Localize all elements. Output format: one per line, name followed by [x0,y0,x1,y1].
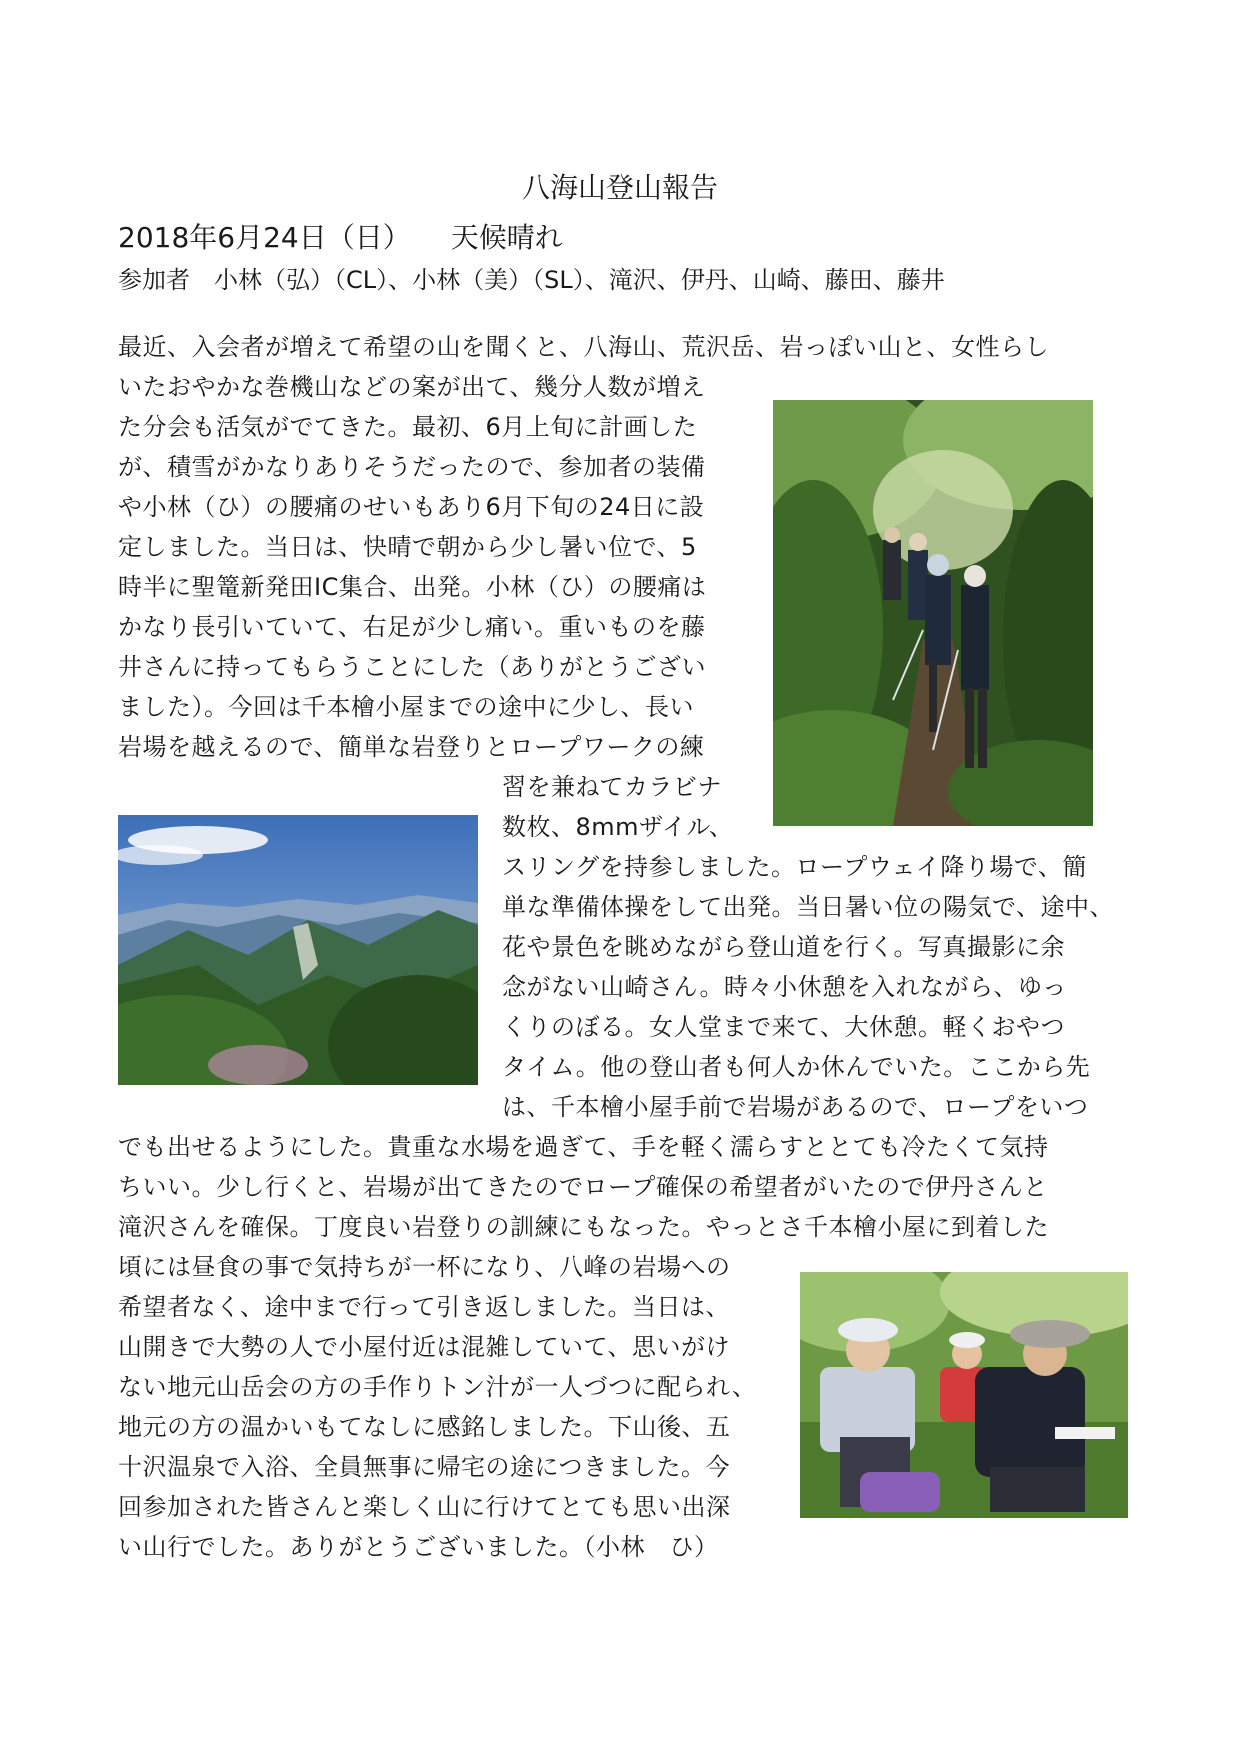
body-line: 井さんに持ってもらうことにした（ありがとうござい [118,653,706,681]
body-line: 最近、入会者が増えて希望の山を聞くと、八海山、荒沢岳、岩っぽい山と、女性らし [118,333,1049,361]
body-line: 山開きで大勢の人で小屋付近は混雑していて、思いがけ [118,1333,731,1361]
body-line: 十沢温泉で入浴、全員無事に帰宅の途につきました。今 [118,1453,731,1481]
date: 2018年6月24日（日） [118,221,411,254]
body-line: 地元の方の温かいもてなしに感銘しました。下山後、五 [118,1413,731,1441]
body-line: 花や景色を眺めながら登山道を行く。写真撮影に余 [502,933,1066,961]
mountain-view-photo [118,815,478,1085]
page-title: 八海山登山報告 [521,171,718,204]
body-line: かなり長引いていて、右足が少し痛い。重いものを藤 [118,613,706,641]
body-line: ない地元山岳会の方の手作りトン汁が一人づつに配られ、 [118,1373,757,1401]
participants-line: 参加者 小林（弘）（CL）、小林（美）（SL）、滝沢、伊丹、山崎、藤田、藤井 [118,266,945,294]
body-line: い山行でした。ありがとうございました。（小林 ひ） [118,1533,719,1561]
body-line: でも出せるようにした。貴重な水場を過ぎて、手を軽く濡らすととても冷たくて気持 [118,1133,1049,1161]
body-line: ました）。今回は千本檜小屋までの途中に少し、長い [118,693,694,721]
body-line: 回参加された皆さんと楽しく山に行けてとても思い出深 [118,1493,731,1521]
body-line: 習を兼ねてカラビナ [502,773,722,801]
body-line: は、千本檜小屋手前で岩場があるので、ロープをいつ [502,1093,1089,1121]
body-line: いたおやかな巻機山などの案が出て、幾分人数が増え [118,373,706,401]
body-line: タイム。他の登山者も何人か休んでいた。ここから先 [502,1053,1091,1081]
body-line: が、積雪がかなりありそうだったので、参加者の装備 [118,453,706,481]
weather: 天候晴れ [450,221,563,254]
body-line: 数枚、8mmザイル、 [502,813,734,841]
body-line: 定しました。当日は、快晴で朝から少し暑い位で、5 [118,533,697,561]
body-line: た分会も活気がでてきた。最初、6月上旬に計画した [118,413,698,441]
body-line: くりのぼる。女人堂まで来て、大休憩。軽くおやつ [502,1013,1066,1041]
mountain-view-image [118,815,478,1085]
body-line: 頃には昼食の事で気持ちが一杯になり、八峰の岩場への [118,1253,731,1281]
hikers-forest-trail-image [773,400,1093,826]
hikers-forest-trail-photo [773,400,1093,826]
body-line: ちいい。少し行くと、岩場が出てきたのでロープ確保の希望者がいたので伊丹さんと [118,1173,1048,1201]
body-line: 滝沢さんを確保。丁度良い岩登りの訓練にもなった。やっとさ千本檜小屋に到着した [118,1213,1049,1241]
body-line: 単な準備体操をして出発。当日暑い位の陽気で、途中、 [502,893,1115,921]
body-line: 時半に聖篭新発田IC集合、出発。小林（ひ）の腰痛は [118,573,707,601]
body-line: 念がない山崎さん。時々小休憩を入れながら、ゆっ [502,973,1067,1001]
lunch-break-photo [800,1272,1128,1518]
body-line: 希望者なく、途中まで行って引き返しました。当日は、 [118,1293,731,1321]
body-line: や小林（ひ）の腰痛のせいもあり6月下旬の24日に設 [118,493,705,521]
body-line: 岩場を越えるので、簡単な岩登りとロープワークの練 [118,733,705,761]
body-line: スリングを持参しました。ロープウェイ降り場で、簡 [502,853,1087,881]
date-weather-line [118,218,563,258]
lunch-break-image [800,1272,1128,1518]
